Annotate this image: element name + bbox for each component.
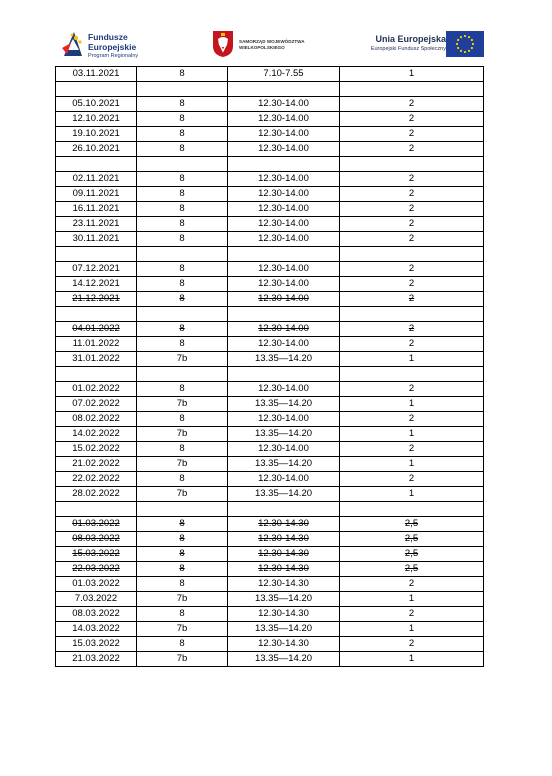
class-cell: 7b: [137, 397, 228, 412]
hours-cell: 2: [340, 472, 484, 487]
table-row: [56, 382, 484, 397]
date-cell: 04.01.2022: [56, 322, 137, 337]
class-cell: [137, 247, 228, 262]
time-cell: 12.30-14.00: [228, 382, 340, 397]
date-cell: 16.11.2021: [56, 202, 137, 217]
date-cell: 08.03.2022: [56, 532, 137, 547]
date-cell: 05.10.2021: [56, 97, 137, 112]
time-cell: [228, 307, 340, 322]
table-row: [56, 562, 484, 577]
table-row: [56, 322, 484, 337]
hours-cell: 1: [340, 352, 484, 367]
date-cell: 03.11.2021: [56, 67, 137, 82]
hours-cell: 2: [340, 412, 484, 427]
table-row: [56, 547, 484, 562]
time-cell: 7.10-7.55: [228, 67, 340, 82]
class-cell: 8: [137, 472, 228, 487]
class-cell: 8: [137, 202, 228, 217]
date-cell: 07.02.2022: [56, 397, 137, 412]
class-cell: [137, 82, 228, 97]
table-row: [56, 97, 484, 112]
date-cell: [56, 367, 137, 382]
hours-cell: 2: [340, 112, 484, 127]
time-cell: 13.35—14.20: [228, 487, 340, 502]
time-cell: 13.35—14.20: [228, 652, 340, 667]
hours-cell: 2: [340, 442, 484, 457]
hours-cell: 2: [340, 202, 484, 217]
fundusze-europejskie-mark-icon: [62, 30, 84, 58]
hours-cell: [340, 157, 484, 172]
table-row: [56, 457, 484, 472]
class-cell: 8: [137, 517, 228, 532]
fe-logo-line2: Europejskie: [88, 42, 137, 52]
class-cell: 8: [137, 112, 228, 127]
hours-cell: 2: [340, 292, 484, 307]
class-cell: 8: [137, 67, 228, 82]
table-row: [56, 487, 484, 502]
table-row: [56, 472, 484, 487]
hours-cell: 2: [340, 172, 484, 187]
time-cell: 13.35—14.20: [228, 427, 340, 442]
date-cell: 15.03.2022: [56, 637, 137, 652]
time-cell: 12.30-14.30: [228, 547, 340, 562]
class-cell: 8: [137, 577, 228, 592]
hours-cell: 1: [340, 397, 484, 412]
class-cell: 8: [137, 217, 228, 232]
class-cell: 8: [137, 442, 228, 457]
table-row: [56, 577, 484, 592]
table-row: [56, 112, 484, 127]
table-row: [56, 592, 484, 607]
class-cell: 8: [137, 562, 228, 577]
time-cell: 12.30-14.00: [228, 337, 340, 352]
class-cell: 8: [137, 277, 228, 292]
hours-cell: 2: [340, 607, 484, 622]
spacer-row: [56, 82, 484, 97]
date-cell: [56, 307, 137, 322]
time-cell: 12.30-14.30: [228, 637, 340, 652]
time-cell: 12.30-14.00: [228, 202, 340, 217]
class-cell: 8: [137, 412, 228, 427]
date-cell: 07.12.2021: [56, 262, 137, 277]
table-row: [56, 142, 484, 157]
date-cell: 30.11.2021: [56, 232, 137, 247]
class-cell: 8: [137, 337, 228, 352]
hours-cell: 2: [340, 127, 484, 142]
table-row: [56, 217, 484, 232]
hours-cell: 2,5: [340, 547, 484, 562]
class-cell: 8: [137, 292, 228, 307]
hours-cell: 1: [340, 652, 484, 667]
hours-cell: 2: [340, 142, 484, 157]
hours-cell: 2: [340, 232, 484, 247]
class-cell: 8: [137, 322, 228, 337]
date-cell: 15.02.2022: [56, 442, 137, 457]
date-cell: 01.03.2022: [56, 517, 137, 532]
time-cell: 12.30-14.00: [228, 232, 340, 247]
class-cell: 8: [137, 607, 228, 622]
table-row: [56, 67, 484, 82]
time-cell: 12.30-14.00: [228, 172, 340, 187]
date-cell: 28.02.2022: [56, 487, 137, 502]
time-cell: 13.35—14.20: [228, 397, 340, 412]
date-cell: 14.03.2022: [56, 622, 137, 637]
samorzad-wojewodztwa-logo: [212, 30, 322, 62]
table-row: [56, 517, 484, 532]
class-cell: 7b: [137, 487, 228, 502]
spacer-row: [56, 502, 484, 517]
time-cell: 12.30-14.00: [228, 187, 340, 202]
page-header: [0, 26, 552, 66]
table-row: [56, 232, 484, 247]
hours-cell: 1: [340, 592, 484, 607]
hours-cell: 2: [340, 337, 484, 352]
table-row: [56, 337, 484, 352]
time-cell: 12.30-14.30: [228, 562, 340, 577]
date-cell: 19.10.2021: [56, 127, 137, 142]
time-cell: [228, 157, 340, 172]
hours-cell: 1: [340, 457, 484, 472]
date-cell: 02.11.2021: [56, 172, 137, 187]
time-cell: 12.30-14.00: [228, 262, 340, 277]
hours-cell: 1: [340, 487, 484, 502]
class-cell: 8: [137, 142, 228, 157]
date-cell: 22.02.2022: [56, 472, 137, 487]
spacer-row: [56, 307, 484, 322]
table-row: [56, 172, 484, 187]
date-cell: 01.03.2022: [56, 577, 137, 592]
date-cell: 23.11.2021: [56, 217, 137, 232]
hours-cell: [340, 82, 484, 97]
hours-cell: 2: [340, 637, 484, 652]
table-row: [56, 637, 484, 652]
date-cell: 14.12.2021: [56, 277, 137, 292]
table-row: [56, 262, 484, 277]
class-cell: [137, 367, 228, 382]
fe-logo-line3: Program Regionalny: [88, 53, 139, 59]
class-cell: 8: [137, 127, 228, 142]
time-cell: [228, 502, 340, 517]
time-cell: [228, 247, 340, 262]
hours-cell: 2,5: [340, 517, 484, 532]
table-row: [56, 427, 484, 442]
hours-cell: 2: [340, 217, 484, 232]
class-cell: 8: [137, 172, 228, 187]
ue-logo-line1: Unia Europejska: [375, 34, 446, 44]
ue-logo-line2: Europejski Fundusz Społeczny: [370, 46, 446, 52]
time-cell: 12.30-14.00: [228, 112, 340, 127]
hours-cell: [340, 247, 484, 262]
hours-cell: [340, 502, 484, 517]
hours-cell: 2: [340, 187, 484, 202]
hours-cell: 2: [340, 97, 484, 112]
date-cell: 14.02.2022: [56, 427, 137, 442]
date-cell: 09.11.2021: [56, 187, 137, 202]
table-row: [56, 202, 484, 217]
class-cell: 8: [137, 637, 228, 652]
date-cell: 21.03.2022: [56, 652, 137, 667]
class-cell: 7b: [137, 352, 228, 367]
schedule-table: [55, 66, 484, 667]
spacer-row: [56, 247, 484, 262]
time-cell: [228, 367, 340, 382]
sw-logo-line2: WIELKOPOLSKIEGO: [239, 45, 285, 50]
date-cell: 12.10.2021: [56, 112, 137, 127]
class-cell: 7b: [137, 652, 228, 667]
class-cell: 8: [137, 532, 228, 547]
table-row: [56, 622, 484, 637]
hours-cell: 2: [340, 577, 484, 592]
date-cell: 22.03.2022: [56, 562, 137, 577]
date-cell: 26.10.2021: [56, 142, 137, 157]
hours-cell: 2,5: [340, 532, 484, 547]
date-cell: [56, 502, 137, 517]
date-cell: [56, 247, 137, 262]
date-cell: [56, 82, 137, 97]
hours-cell: [340, 307, 484, 322]
time-cell: 12.30-14.00: [228, 142, 340, 157]
class-cell: 8: [137, 232, 228, 247]
table-row: [56, 652, 484, 667]
date-cell: 21.12.2021: [56, 292, 137, 307]
time-cell: 12.30-14.00: [228, 217, 340, 232]
class-cell: 8: [137, 187, 228, 202]
time-cell: [228, 82, 340, 97]
fe-logo-line1: Fundusze: [88, 32, 128, 42]
hours-cell: 2: [340, 322, 484, 337]
time-cell: 13.35—14.20: [228, 352, 340, 367]
time-cell: 12.30-14.30: [228, 577, 340, 592]
unia-europejska-logo: [366, 30, 488, 62]
sw-logo-line1: SAMORZĄD WOJEWÓDZTWA: [239, 39, 305, 44]
date-cell: 7.03.2022: [56, 592, 137, 607]
time-cell: 12.30-14.00: [228, 292, 340, 307]
time-cell: 12.30-14.00: [228, 127, 340, 142]
date-cell: 11.01.2022: [56, 337, 137, 352]
table-row: [56, 397, 484, 412]
spacer-row: [56, 367, 484, 382]
spacer-row: [56, 157, 484, 172]
hours-cell: 1: [340, 622, 484, 637]
table-row: [56, 352, 484, 367]
date-cell: 31.01.2022: [56, 352, 137, 367]
class-cell: 8: [137, 547, 228, 562]
class-cell: 8: [137, 97, 228, 112]
hours-cell: 2: [340, 277, 484, 292]
class-cell: 8: [137, 262, 228, 277]
time-cell: 12.30-14.30: [228, 532, 340, 547]
table-row: [56, 442, 484, 457]
class-cell: 7b: [137, 592, 228, 607]
class-cell: 7b: [137, 427, 228, 442]
date-cell: 08.03.2022: [56, 607, 137, 622]
time-cell: 12.30-14.30: [228, 517, 340, 532]
hours-cell: 1: [340, 427, 484, 442]
time-cell: 12.30-14.30: [228, 607, 340, 622]
table-row: [56, 187, 484, 202]
table-row: [56, 127, 484, 142]
time-cell: 13.35—14.20: [228, 622, 340, 637]
time-cell: 12.30-14.00: [228, 277, 340, 292]
table-row: [56, 607, 484, 622]
class-cell: 7b: [137, 457, 228, 472]
time-cell: 12.30-14.00: [228, 97, 340, 112]
table-row: [56, 532, 484, 547]
hours-cell: 2: [340, 382, 484, 397]
date-cell: 15.03.2022: [56, 547, 137, 562]
time-cell: 12.30-14.00: [228, 322, 340, 337]
date-cell: [56, 157, 137, 172]
hours-cell: [340, 367, 484, 382]
table-row: [56, 277, 484, 292]
hours-cell: 1: [340, 67, 484, 82]
date-cell: 21.02.2022: [56, 457, 137, 472]
class-cell: 8: [137, 382, 228, 397]
time-cell: 12.30-14.00: [228, 442, 340, 457]
time-cell: 12.30-14.00: [228, 472, 340, 487]
hours-cell: 2: [340, 262, 484, 277]
date-cell: 01.02.2022: [56, 382, 137, 397]
table-row: [56, 412, 484, 427]
table-row: [56, 292, 484, 307]
time-cell: 12.30-14.00: [228, 412, 340, 427]
class-cell: [137, 307, 228, 322]
time-cell: 13.35—14.20: [228, 457, 340, 472]
time-cell: 13.35—14.20: [228, 592, 340, 607]
wielkopolska-crest-icon: [212, 30, 234, 58]
eu-flag-icon: [446, 31, 484, 57]
class-cell: [137, 502, 228, 517]
date-cell: 08.02.2022: [56, 412, 137, 427]
hours-cell: 2,5: [340, 562, 484, 577]
fundusze-europejskie-logo: [62, 30, 172, 62]
class-cell: [137, 157, 228, 172]
class-cell: 7b: [137, 622, 228, 637]
